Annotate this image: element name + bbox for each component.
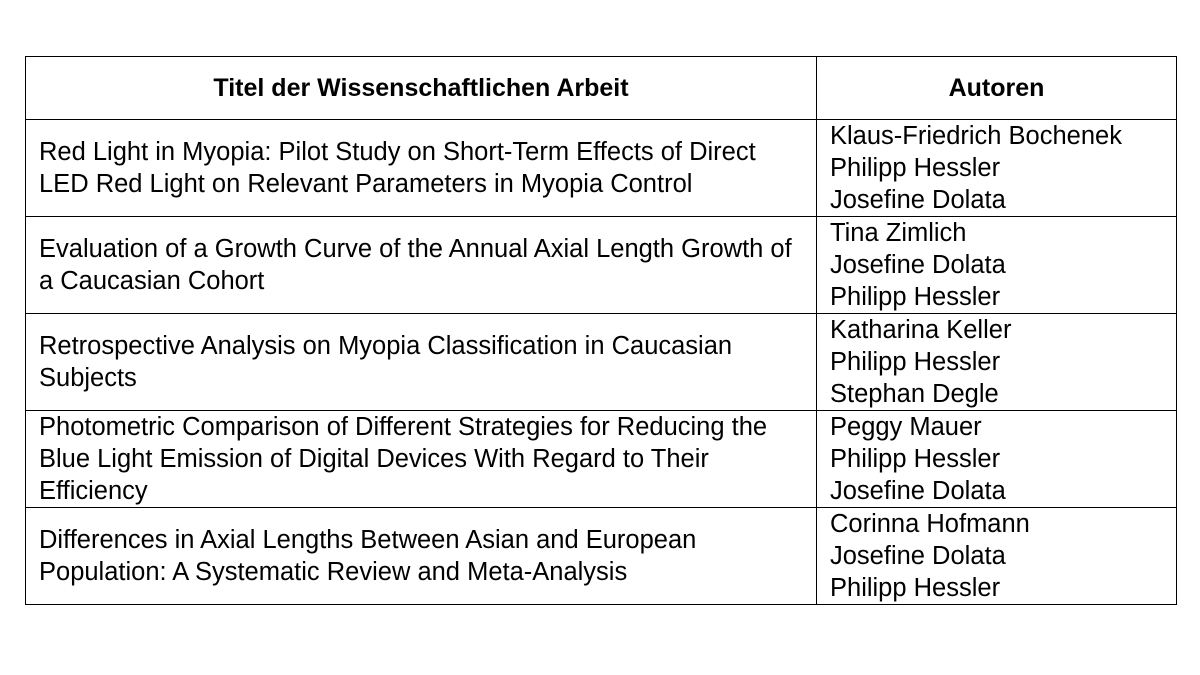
column-header-title: Titel der Wissenschaftlichen Arbeit bbox=[26, 57, 817, 120]
author-name: Peggy Mauer bbox=[830, 413, 982, 441]
author-name: Corinna Hofmann bbox=[830, 510, 1030, 538]
author-name: Josefine Dolata bbox=[830, 542, 1006, 570]
author-name: Tina Zimlich bbox=[830, 219, 967, 247]
table-row bbox=[26, 120, 1177, 217]
paper-title-cell: Photometric Comparison of Different Strategies for Reducing the Blue Light Emission of Digital Devices With Regard to Their Efficiency bbox=[26, 411, 817, 508]
author-name: Philipp Hessler bbox=[830, 283, 1001, 311]
authors-cell bbox=[817, 120, 1177, 217]
author-name: Philipp Hessler bbox=[830, 154, 1001, 182]
table-row bbox=[26, 314, 1177, 411]
author-name: Philipp Hessler bbox=[830, 445, 1001, 473]
author-name: Katharina Keller bbox=[830, 316, 1012, 344]
author-name: Klaus-Friedrich Bochenek bbox=[830, 122, 1122, 150]
paper-title-cell: Evaluation of a Growth Curve of the Annual Axial Length Growth of a Caucasian Cohort bbox=[26, 217, 817, 314]
author-name: Stephan Degle bbox=[830, 380, 999, 408]
author-name: Josefine Dolata bbox=[830, 186, 1006, 214]
table-row bbox=[26, 217, 1177, 314]
author-name: Philipp Hessler bbox=[830, 348, 1001, 376]
authors-cell bbox=[817, 508, 1177, 605]
author-name: Josefine Dolata bbox=[830, 477, 1006, 505]
paper-title-cell: Differences in Axial Lengths Between Asian and European Population: A Systematic Review and Meta-Analysis bbox=[26, 508, 817, 605]
authors-cell bbox=[817, 314, 1177, 411]
table-row bbox=[26, 508, 1177, 605]
table-row bbox=[26, 411, 1177, 508]
table-header-row bbox=[26, 57, 1177, 120]
authors-cell bbox=[817, 411, 1177, 508]
authors-cell bbox=[817, 217, 1177, 314]
column-header-authors: Autoren bbox=[817, 57, 1177, 120]
author-name: Philipp Hessler bbox=[830, 574, 1001, 602]
author-name: Josefine Dolata bbox=[830, 251, 1006, 279]
paper-title-cell: Red Light in Myopia: Pilot Study on Short-Term Effects of Direct LED Red Light on Relevant Parameters in Myopia Control bbox=[26, 120, 817, 217]
papers-table bbox=[25, 56, 1177, 605]
paper-title-cell: Retrospective Analysis on Myopia Classification in Caucasian Subjects bbox=[26, 314, 817, 411]
